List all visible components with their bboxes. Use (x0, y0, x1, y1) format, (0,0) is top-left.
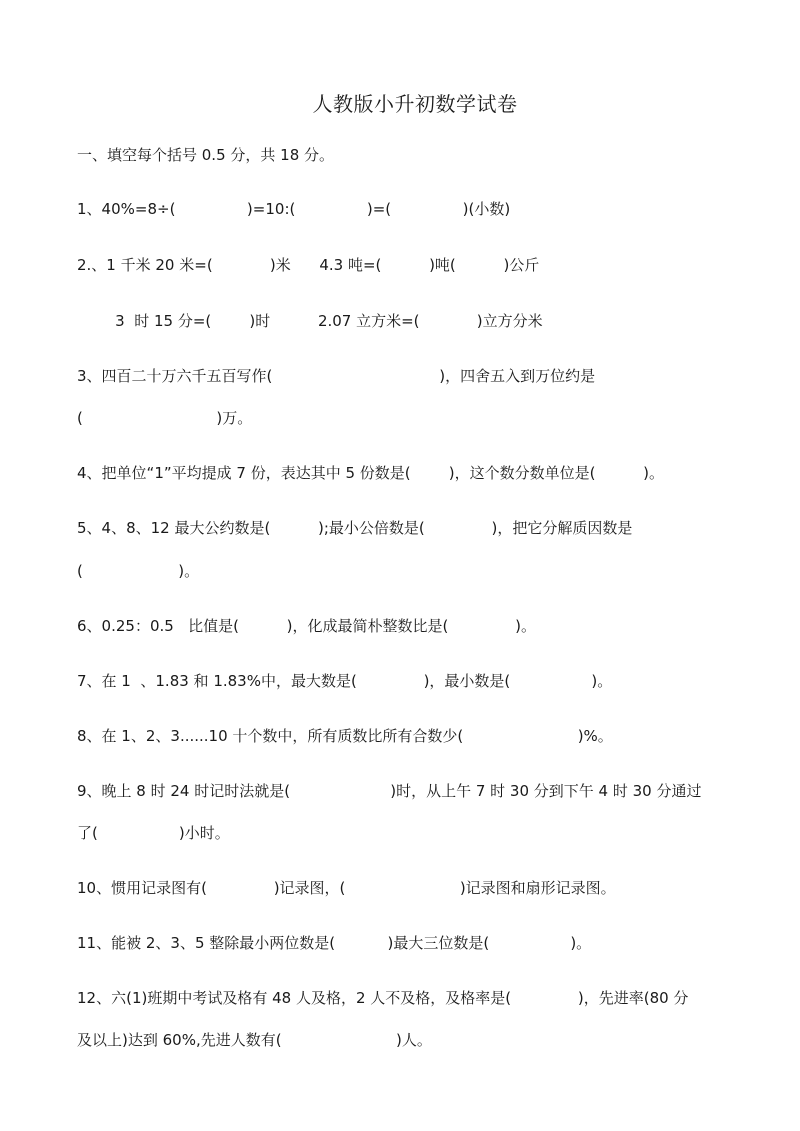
question-3-line-2: ( )万。 (77, 409, 253, 427)
question-12-line-1: 12、六(1)班期中考试及格有 48 人及格，2 人不及格，及格率是( )，先进率(80 分 (77, 989, 689, 1007)
question-10: 10、惯用记录图有( )记录图，( )记录图和扇形记录图。 (77, 879, 616, 897)
question-5-line-1: 5、4、8、12 最大公约数是( );最小公倍数是( )，把它分解质因数是 (77, 519, 633, 537)
question-6: 6、0.25：0.5 比值是( )，化成最简朴整数比是( )。 (77, 617, 536, 635)
question-3-line-1: 3、四百二十万六千五百写作( )，四舍五入到万位约是 (77, 367, 596, 385)
section-heading: 一、填空每个括号 0.5 分，共 18 分。 (77, 146, 335, 164)
question-12-line-2: 及以上)达到 60%,先进人数有( )人。 (77, 1031, 432, 1049)
question-1: 1、40%=8÷( )=10:( )=( )(小数) (77, 200, 511, 218)
question-8: 8、在 1、2、3......10 十个数中，所有质数比所有合数少( )%。 (77, 727, 613, 745)
question-9-line-1: 9、晚上 8 时 24 时记时法就是( )时，从上午 7 时 30 分到下午 4 时 30 分通过 (77, 782, 702, 800)
question-2-line-1: 2.、1 千米 20 米=( )米 4.3 吨=( )吨( )公斤 (77, 256, 540, 274)
question-5-line-2: ( )。 (77, 562, 200, 580)
question-11: 11、能被 2、3、5 整除最小两位数是( )最大三位数是( )。 (77, 934, 592, 952)
question-2-line-2: 3 时 15 分=( )时 2.07 立方米=( )立方分米 (77, 312, 543, 330)
question-4: 4、把单位“1”平均提成 7 份，表达其中 5 份数是( )，这个数分数单位是( )。 (77, 464, 665, 482)
question-9-line-2: 了( )小时。 (77, 824, 230, 842)
page-title: 人教版小升初数学试卷 (312, 92, 518, 116)
question-7: 7、在 1 、1.83 和 1.83%中，最大数是( )，最小数是( )。 (77, 672, 613, 690)
